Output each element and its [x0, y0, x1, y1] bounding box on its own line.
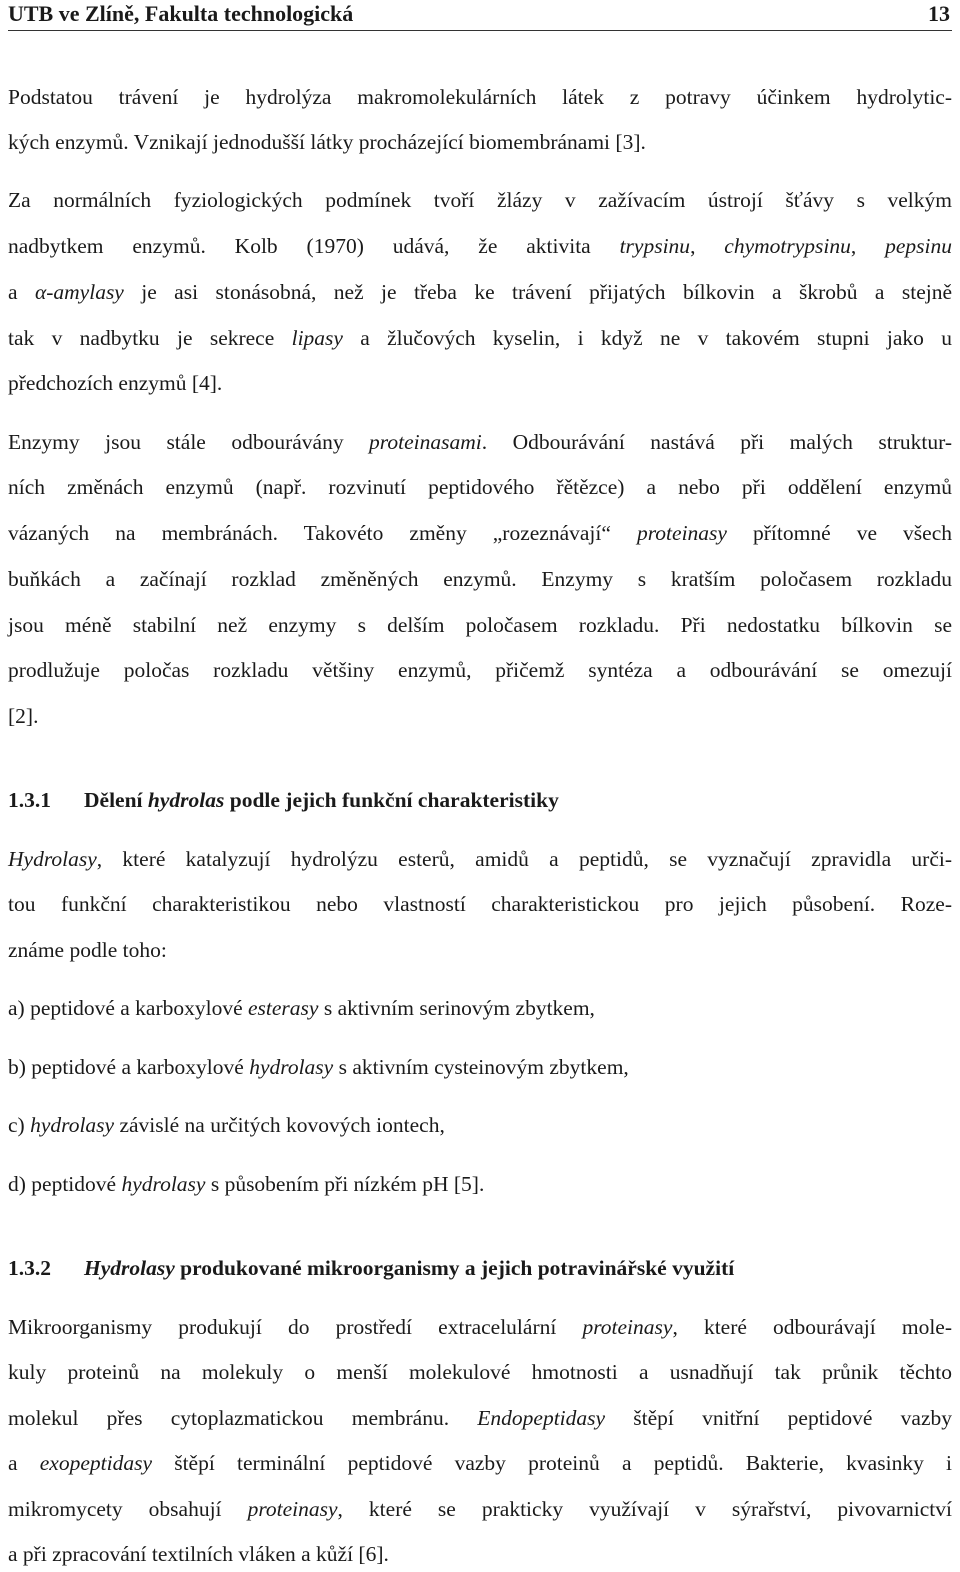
list-item: c) hydrolasy závislé na určitých kovových iontech, [8, 1113, 445, 1137]
list-item: b) peptidové a karboxylové hydrolasy s aktivním cysteinovým zbytkem, [8, 1055, 629, 1079]
text-line: Enzymy jsou stále odbourávány proteinasami. Odbourávání nastává při malých struktur- [8, 430, 952, 454]
text-line: Mikroorganismy produkují do prostředí extracelulární proteinasy, které odbourávají mole- [8, 1315, 952, 1339]
text-line: předchozích enzymů [4]. [8, 371, 223, 395]
text-line: a α-amylasy je asi stonásobná, než je třeba ke trávení přijatých bílkovin a škrobů a stejně [8, 280, 953, 304]
text-line: kuly proteinů na molekuly o menší molekulové hmotnosti a usnadňují tak průnik těchto [8, 1360, 952, 1384]
text-line: známe podle toho: [8, 938, 167, 962]
page-header [8, 0, 952, 31]
list-item: d) peptidové hydrolasy s působením při nízkém pH [5]. [8, 1172, 485, 1196]
text-line: molekul přes cytoplazmatickou membránu. Endopeptidasy štěpí vnitřní peptidové vazby [8, 1406, 952, 1430]
text-line: [2]. [8, 704, 39, 728]
section-heading: 1.3.1 Dělení hydrolas podle jejich funkční charakteristiky [8, 788, 559, 812]
text-line: Hydrolasy, které katalyzují hydrolýzu esterů, amidů a peptidů, se vyznačují zpravidla urči- [8, 847, 952, 871]
text-line: Podstatou trávení je hydrolýza makromolekulárních látek z potravy účinkem hydrolytic- [8, 85, 952, 109]
page-number: 13 [928, 1, 950, 26]
text-line: prodlužuje poločas rozkladu většiny enzymů, přičemž syntéza a odbourávání se omezují [8, 658, 952, 682]
text-line: nadbytkem enzymů. Kolb (1970) udává, že aktivita trypsinu, chymotrypsinu, pepsinu [8, 234, 953, 258]
list-item: a) peptidové a karboxylové esterasy s aktivním serinovým zbytkem, [8, 996, 595, 1020]
text-line: jsou méně stabilní než enzymy s delším poločasem rozkladu. Při nedostatku bílkovin se [8, 613, 952, 637]
text-line: tou funkční charakteristikou nebo vlastností charakteristickou pro jejich působení. Roze- [8, 892, 952, 916]
header-title: UTB ve Zlíně, Fakulta technologická [8, 1, 354, 26]
text-line: mikromycety obsahují proteinasy, které se prakticky využívají v sýrařství, pivovarnictví [8, 1497, 952, 1521]
text-line: kých enzymů. Vznikají jednodušší látky procházející biomembránami [3]. [8, 130, 646, 154]
text-line: ních změnách enzymů (např. rozvinutí peptidového řětězce) a nebo při oddělení enzymů [8, 475, 952, 499]
text-line: vázaných na membránách. Takovéto změny „rozeznávají“ proteinasy přítomné ve všech [8, 521, 952, 545]
section-heading: 1.3.2 Hydrolasy produkované mikroorganismy a jejich potravinářské využití [8, 1256, 735, 1280]
text-line: tak v nadbytku je sekrece lipasy a žlučových kyselin, i když ne v takovém stupni jako u [8, 326, 953, 350]
text-line: buňkách a začínají rozklad změněných enzymů. Enzymy s kratším poločasem rozkladu [8, 567, 952, 591]
text-line: a exopeptidasy štěpí terminální peptidové vazby proteinů a peptidů. Bakterie, kvasinky i [8, 1451, 952, 1475]
text-line: Za normálních fyziologických podmínek tvoří žlázy v zažívacím ústrojí šťávy s velkým [8, 188, 952, 212]
text-line: a při zpracování textilních vláken a kůží [6]. [8, 1542, 389, 1566]
